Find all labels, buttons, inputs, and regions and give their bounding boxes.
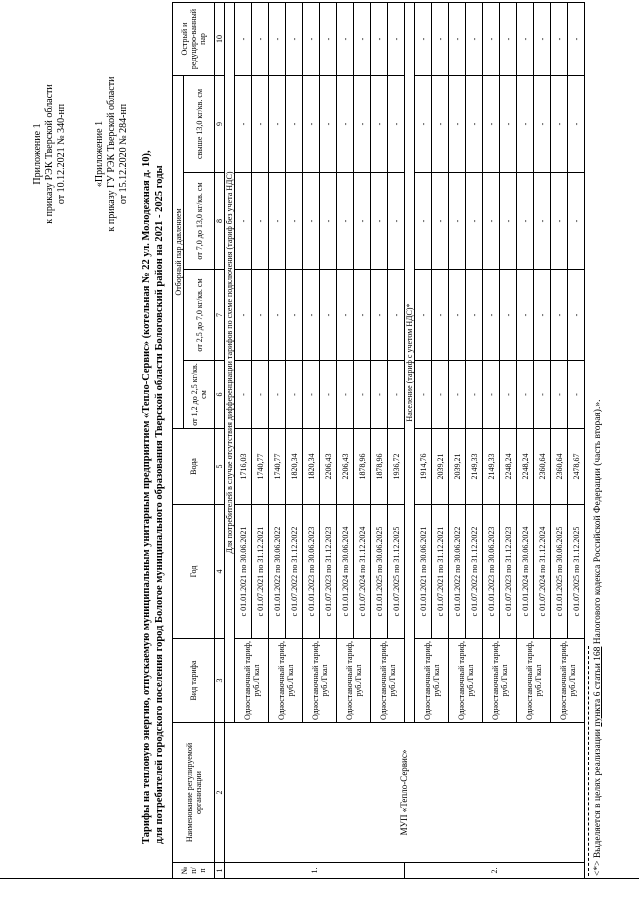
steam-value: -: [483, 361, 500, 429]
steam-value: -: [568, 361, 585, 429]
steam-value: -: [235, 76, 252, 173]
header-p4: свыше 13,0 кг/кв. см: [184, 76, 215, 173]
period-cell: с 01.01.2021 по 30.06.2021: [235, 505, 252, 639]
column-number: 7: [215, 270, 225, 361]
column-number: 1: [215, 863, 225, 879]
water-value: 1914,76: [415, 429, 432, 505]
period-cell: с 01.01.2024 по 30.06.2024: [337, 505, 354, 639]
tariff-kind: Одноставочный тариф, руб./Гкал: [337, 639, 371, 723]
steam-value: -: [337, 3, 354, 76]
period-cell: с 01.07.2023 по 31.12.2023: [500, 505, 517, 639]
steam-value: -: [320, 270, 337, 361]
period-cell: с 01.07.2025 по 31.12.2025: [388, 505, 405, 639]
section-number: 1.: [225, 863, 405, 879]
steam-value: -: [551, 76, 568, 173]
period-cell: с 01.01.2022 по 30.06.2022: [449, 505, 466, 639]
water-value: 2360,64: [534, 429, 551, 505]
prior-annex-header: [94, 44, 130, 264]
annex-line: Приложение 1: [32, 123, 43, 185]
steam-value: -: [500, 76, 517, 173]
steam-value: -: [235, 361, 252, 429]
steam-value: -: [551, 361, 568, 429]
column-number: 3: [215, 639, 225, 723]
steam-value: -: [303, 3, 320, 76]
steam-value: -: [432, 270, 449, 361]
steam-value: -: [517, 173, 534, 270]
steam-value: -: [517, 270, 534, 361]
steam-value: -: [449, 173, 466, 270]
steam-value: -: [534, 76, 551, 173]
steam-value: -: [500, 270, 517, 361]
water-value: 2360,64: [551, 429, 568, 505]
prior-annex-line: от 15.12.2020 № 284-нп: [118, 103, 129, 205]
period-cell: с 01.07.2023 по 31.12.2023: [320, 505, 337, 639]
water-value: 1936,72: [388, 429, 405, 505]
steam-value: -: [388, 76, 405, 173]
organization-name: МУП «Тепло-Сервис»: [225, 723, 585, 863]
tariff-kind: Одноставочный тариф, руб./Гкал: [517, 639, 551, 723]
water-value: 2149,33: [483, 429, 500, 505]
steam-value: -: [466, 173, 483, 270]
steam-value: -: [252, 3, 269, 76]
steam-value: -: [415, 361, 432, 429]
steam-value: -: [449, 361, 466, 429]
annex-line: от 10.12.2021 № 340-нп: [56, 103, 67, 205]
header-p3: от 7,0 до 13,0 кг/кв. см: [184, 173, 215, 270]
period-cell: с 01.07.2024 по 31.12.2024: [534, 505, 551, 639]
steam-value: -: [534, 3, 551, 76]
header-water: Вода: [173, 429, 215, 505]
period-cell: с 01.07.2021 по 31.12.2021: [252, 505, 269, 639]
header-kind: Вид тарифа: [173, 639, 215, 723]
tariff-kind: Одноставочный тариф, руб./Гкал: [449, 639, 483, 723]
footnote: [593, 400, 603, 876]
steam-value: -: [354, 270, 371, 361]
steam-value: -: [415, 3, 432, 76]
prior-annex-line: к приказу ГУ РЭК Тверской области: [106, 76, 117, 232]
steam-value: -: [337, 76, 354, 173]
water-value: 2206,43: [337, 429, 354, 505]
period-cell: с 01.07.2024 по 31.12.2024: [354, 505, 371, 639]
period-cell: с 01.01.2024 по 30.06.2024: [517, 505, 534, 639]
steam-value: -: [517, 361, 534, 429]
steam-value: -: [252, 361, 269, 429]
water-value: 1820,34: [303, 429, 320, 505]
steam-value: -: [551, 270, 568, 361]
water-value: 2248,24: [517, 429, 534, 505]
steam-value: -: [568, 173, 585, 270]
water-value: 1740,77: [252, 429, 269, 505]
title-line-1: Тарифы на тепловую энергию, отпускаемую муниципальным унитарным предприятием «Тепло-Сервис» (котельная № 22 ул. Молодежная д. 10),: [141, 150, 152, 844]
steam-value: -: [269, 270, 286, 361]
steam-value: -: [337, 173, 354, 270]
steam-value: -: [269, 76, 286, 173]
steam-value: -: [534, 270, 551, 361]
steam-value: -: [432, 3, 449, 76]
steam-value: -: [320, 361, 337, 429]
footnote-link[interactable]: пункта 6 статьи 168: [593, 646, 603, 727]
tariff-kind: Одноставочный тариф, руб./Гкал: [415, 639, 449, 723]
tariff-kind: Одноставочный тариф, руб./Гкал: [371, 639, 405, 723]
water-value: 2039,21: [449, 429, 466, 505]
steam-value: -: [286, 173, 303, 270]
period-cell: с 01.01.2025 по 30.06.2025: [551, 505, 568, 639]
steam-value: -: [371, 76, 388, 173]
period-cell: с 01.07.2025 по 31.12.2025: [568, 505, 585, 639]
steam-value: -: [432, 361, 449, 429]
steam-value: -: [286, 76, 303, 173]
steam-value: -: [320, 3, 337, 76]
steam-value: -: [534, 173, 551, 270]
steam-value: -: [388, 3, 405, 76]
steam-value: -: [252, 76, 269, 173]
section-title: Для потребителей в случае отсутствия дифференциации тарифов по схеме подключения (тариф без учета НДС): [225, 3, 235, 723]
header-p1: от 1,2 до 2,5 кг/кв. см: [184, 361, 215, 429]
steam-value: -: [483, 3, 500, 76]
annex-header: [32, 44, 68, 264]
steam-value: -: [286, 361, 303, 429]
column-number: 9: [215, 76, 225, 173]
water-value: 2039,21: [432, 429, 449, 505]
water-value: 2478,67: [568, 429, 585, 505]
steam-value: -: [466, 76, 483, 173]
column-number: 5: [215, 429, 225, 505]
water-value: 1878,96: [371, 429, 388, 505]
period-cell: с 01.01.2022 по 30.06.2022: [269, 505, 286, 639]
tariff-table: [172, 2, 585, 879]
water-value: 1740,77: [269, 429, 286, 505]
steam-value: -: [337, 361, 354, 429]
steam-value: -: [286, 270, 303, 361]
steam-value: -: [354, 361, 371, 429]
water-value: 1716,03: [235, 429, 252, 505]
steam-value: -: [354, 3, 371, 76]
tariff-kind: Одноставочный тариф, руб./Гкал: [235, 639, 269, 723]
page-bottom-rule: [0, 878, 639, 879]
column-number-row: [215, 3, 225, 879]
steam-value: -: [371, 173, 388, 270]
header-sharp: Острый и редуциро-ванный пар: [173, 3, 215, 76]
steam-value: -: [354, 76, 371, 173]
steam-value: -: [568, 76, 585, 173]
period-cell: с 01.07.2021 по 31.12.2021: [432, 505, 449, 639]
section-title: Население (тариф с учетом НДС)*: [405, 3, 415, 723]
header-steam-group: Отборный пар давлением: [173, 76, 184, 429]
header-org: Наименование регулируемой организации: [173, 723, 215, 863]
steam-value: -: [415, 76, 432, 173]
column-number: 2: [215, 723, 225, 863]
tariff-kind: Одноставочный тариф, руб./Гкал: [551, 639, 585, 723]
steam-value: -: [371, 3, 388, 76]
period-cell: с 01.01.2023 по 30.06.2023: [303, 505, 320, 639]
table-body: [225, 3, 585, 879]
steam-value: -: [466, 3, 483, 76]
steam-value: -: [500, 361, 517, 429]
water-value: 1878,96: [354, 429, 371, 505]
steam-value: -: [235, 270, 252, 361]
footnote-text: <*> Выделяется в целях реализации: [593, 726, 603, 876]
steam-value: -: [303, 76, 320, 173]
steam-value: -: [252, 173, 269, 270]
document-title: [140, 54, 166, 844]
header-year: Год: [173, 505, 215, 639]
steam-value: -: [235, 3, 252, 76]
steam-value: -: [371, 361, 388, 429]
section-row: [225, 3, 235, 879]
footnote-text-end: Налогового кодекса Российской Федерации (часть вторая).».: [593, 399, 603, 647]
prior-annex-line: «Приложение 1: [94, 120, 105, 188]
steam-value: -: [269, 361, 286, 429]
steam-value: -: [415, 173, 432, 270]
steam-value: -: [483, 76, 500, 173]
steam-value: -: [252, 270, 269, 361]
steam-value: -: [388, 270, 405, 361]
period-cell: с 01.01.2021 по 30.06.2021: [415, 505, 432, 639]
steam-value: -: [568, 3, 585, 76]
steam-value: -: [388, 361, 405, 429]
steam-value: -: [337, 270, 354, 361]
steam-value: -: [483, 270, 500, 361]
steam-value: -: [483, 173, 500, 270]
period-cell: с 01.07.2022 по 31.12.2022: [466, 505, 483, 639]
steam-value: -: [500, 173, 517, 270]
steam-value: -: [320, 173, 337, 270]
water-value: 1820,34: [286, 429, 303, 505]
water-value: 2248,24: [500, 429, 517, 505]
steam-value: -: [303, 173, 320, 270]
period-cell: с 01.07.2022 по 31.12.2022: [286, 505, 303, 639]
steam-value: -: [286, 3, 303, 76]
steam-value: -: [551, 3, 568, 76]
steam-value: -: [269, 3, 286, 76]
steam-value: -: [449, 270, 466, 361]
steam-value: -: [320, 76, 337, 173]
steam-value: -: [517, 76, 534, 173]
steam-value: -: [534, 361, 551, 429]
column-number: 10: [215, 3, 225, 76]
column-number: 8: [215, 173, 225, 270]
steam-value: -: [235, 173, 252, 270]
period-cell: с 01.01.2025 по 30.06.2025: [371, 505, 388, 639]
header-p2: от 2,5 до 7,0 кг/кв. см: [184, 270, 215, 361]
column-number: 6: [215, 361, 225, 429]
steam-value: -: [432, 173, 449, 270]
tariff-kind: Одноставочный тариф, руб./Гкал: [269, 639, 303, 723]
steam-value: -: [449, 76, 466, 173]
steam-value: -: [303, 270, 320, 361]
steam-value: -: [415, 270, 432, 361]
steam-value: -: [500, 3, 517, 76]
steam-value: -: [388, 173, 405, 270]
steam-value: -: [432, 76, 449, 173]
water-value: 2206,43: [320, 429, 337, 505]
title-line-2: для потребителей городского поселения город Бологое муниципального образования Тверской области Бологовский район на 2021 - 2025 годы: [154, 165, 165, 844]
tariff-kind: Одноставочный тариф, руб./Гкал: [483, 639, 517, 723]
column-number: 4: [215, 505, 225, 639]
steam-value: -: [371, 270, 388, 361]
steam-value: -: [551, 173, 568, 270]
tariff-kind: Одноставочный тариф, руб./Гкал: [303, 639, 337, 723]
steam-value: -: [269, 173, 286, 270]
steam-value: -: [517, 3, 534, 76]
water-value: 2149,33: [466, 429, 483, 505]
steam-value: -: [449, 3, 466, 76]
steam-value: -: [466, 270, 483, 361]
steam-value: -: [568, 270, 585, 361]
footnote-separator: [588, 646, 589, 876]
steam-value: -: [303, 361, 320, 429]
steam-value: -: [354, 173, 371, 270]
annex-line: к приказу РЭК Тверской области: [44, 84, 55, 224]
period-cell: с 01.01.2023 по 30.06.2023: [483, 505, 500, 639]
header-num: № п/ п: [173, 863, 215, 879]
steam-value: -: [466, 361, 483, 429]
section-number: 2.: [405, 863, 585, 879]
